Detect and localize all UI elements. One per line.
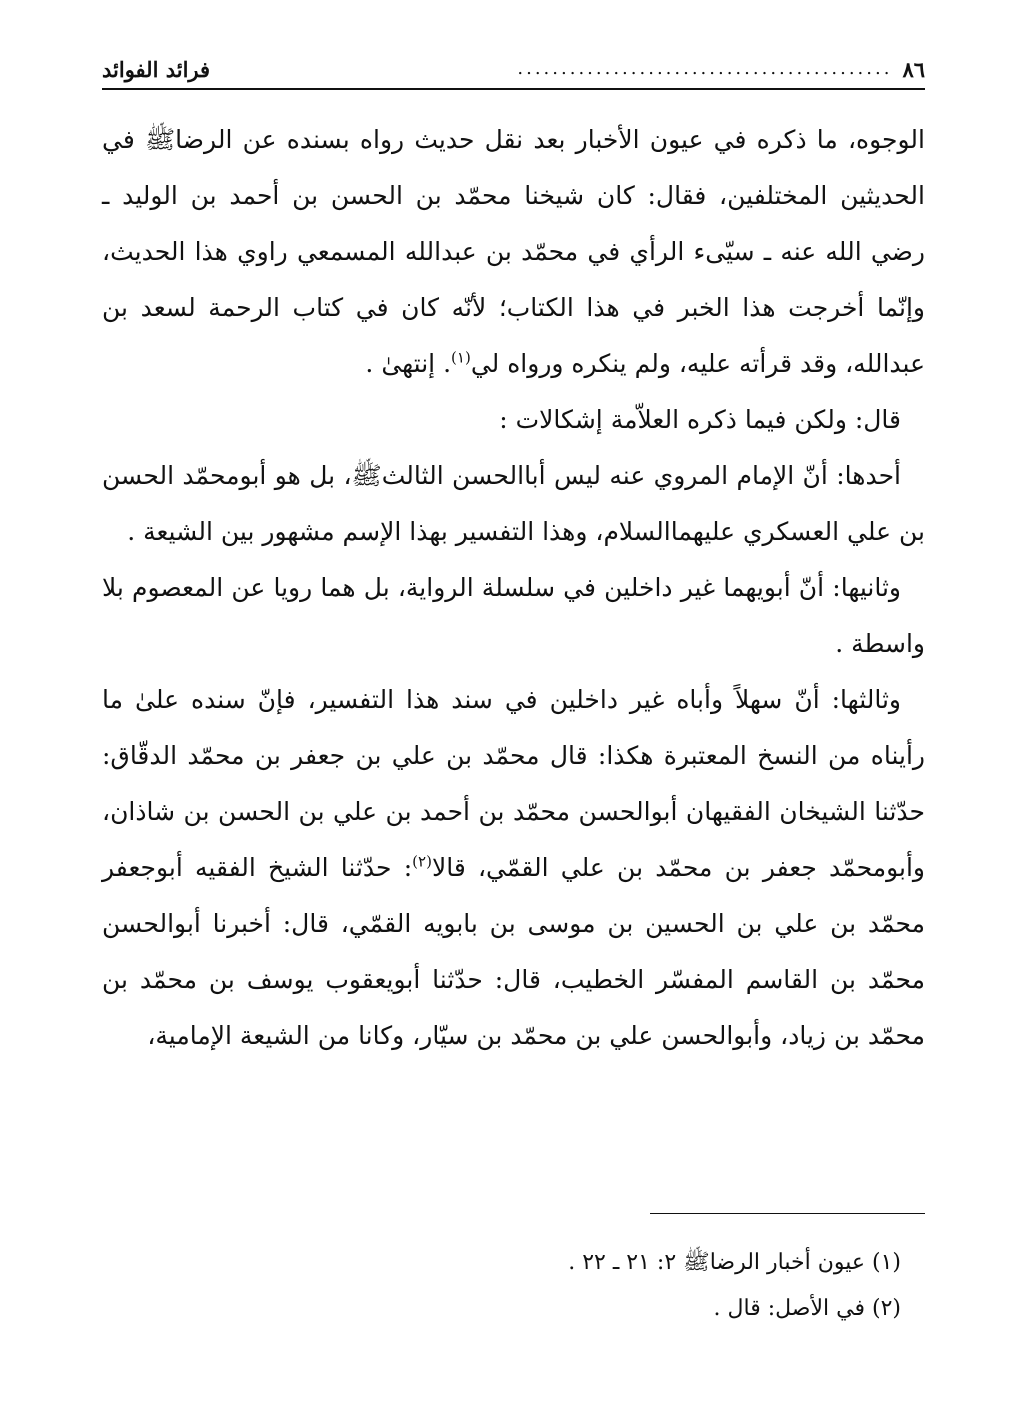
- book-title: فرائد الفوائد: [102, 57, 211, 82]
- footnote: (١) عيون أخبار الرضاﷺ ٢: ٢١ ـ ٢٢ .: [568, 1250, 901, 1275]
- paragraph: [102, 672, 925, 1064]
- footnote: (٢) في الأصل: قال .: [713, 1296, 901, 1321]
- running-header: [102, 32, 925, 90]
- paragraph: وثانيها: أنّ أبويهما غير داخلين في سلسلة الرواية، بل هما رويا عن المعصوم بلا واسطة .: [102, 573, 925, 658]
- paragraph-text: وثالثها: أنّ سهلاً وأباه غير داخلين في سند هذا التفسير، فإنّ سنده علىٰ ما رأيناه من النسخ المعتبرة هكذا: قال محمّد بن علي بن جعفر بن محمّد الدقّاق: حدّثنا الشيخان الفقيهان أبوالحسن محمّد بن أحمد بن علي بن الحسن بن شاذان، وأبومحمّد جعفر بن محمّد بن علي القمّي، قالا: [102, 685, 925, 882]
- paragraph: أحدها: أنّ الإمام المروي عنه ليس أباالحسن الثالثﷺ، بل هو أبومحمّد الحسن بن علي العسكري عليهماالسلام، وهذا التفسير بهذا الإسم مشهور بين الشيعة .: [102, 461, 925, 546]
- footnote-ref: (٢): [412, 852, 432, 871]
- footnotes: [102, 1240, 925, 1332]
- leader-dots: ...........................................: [517, 60, 893, 79]
- paragraph: [102, 112, 925, 392]
- paragraph-text: الوجوه، ما ذكره في عيون الأخبار بعد نقل حديث رواه بسنده عن الرضاﷺ في الحديثين المختلفين، فقال: كان شيخنا محمّد بن الحسن بن أحمد بن الوليد ـ رضي الله عنه ـ سيّىء الرأي في محمّد بن عبدالله المسمعي راوي هذا الحديث، وإنّما أخرجت هذا الخبر في هذا الكتاب؛ لأنّه كان في كتاب الرحمة لسعد بن عبدالله، وقد قرأته عليه، ولم ينكره ورواه لي: [102, 125, 925, 378]
- paragraph-tail: . إنتهىٰ .: [365, 349, 452, 378]
- body-text: [102, 112, 925, 1064]
- paragraph: قال: ولكن فيما ذكره العلاّمة إشكالات :: [499, 405, 901, 434]
- paragraph-text: : حدّثنا الشيخ الفقيه أبوجعفر محمّد بن علي بن الحسين بن موسى بن بابويه القمّي، قال: أخبرنا أبوالحسن محمّد بن القاسم المفسّر الخطيب، قال: حدّثنا أبويعقوب يوسف بن محمّد بن محمّد بن زياد، وأبوالحسن علي بن محمّد بن سيّار، وكانا من الشيعة الإمامية،: [102, 853, 925, 1050]
- page-number: ٨٦: [902, 57, 925, 82]
- footnote-ref: (١): [451, 348, 471, 367]
- book-page: [102, 32, 925, 1372]
- footnote-divider: [650, 1213, 925, 1214]
